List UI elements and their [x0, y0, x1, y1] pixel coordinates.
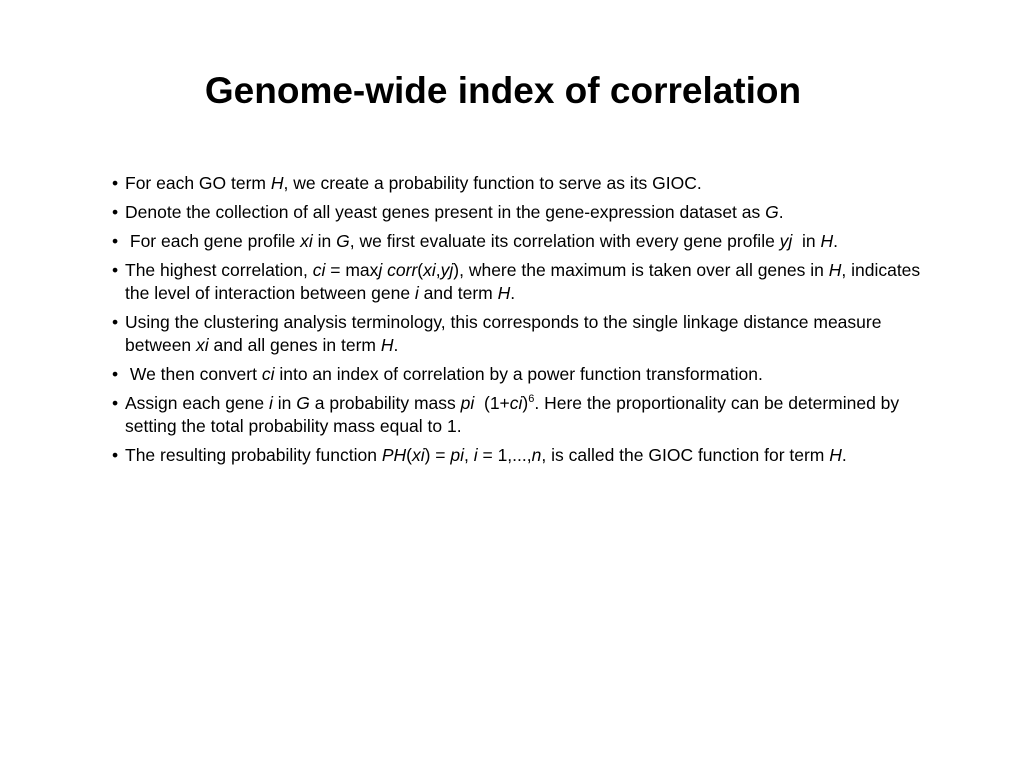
- text-run: , indicates the level of interaction between gene: [125, 260, 926, 303]
- bullet-marker: •: [112, 364, 119, 384]
- text-run: xi: [300, 231, 313, 251]
- text-run: H: [270, 173, 284, 193]
- text-run: Assign each gene: [125, 393, 269, 413]
- text-run: in: [312, 231, 337, 251]
- bullet-item: [0, 311, 1000, 357]
- text-run: xi: [196, 335, 209, 355]
- text-run: i: [414, 283, 419, 303]
- text-run: The highest correlation,: [125, 260, 313, 280]
- bullet-item: [0, 363, 1000, 386]
- bullet-item: [0, 201, 1000, 224]
- bullet-marker: •: [112, 173, 119, 193]
- bullet-text: [125, 231, 838, 251]
- text-run: ,: [464, 445, 474, 465]
- text-run: (: [406, 445, 412, 465]
- text-run: H: [380, 335, 394, 355]
- text-run: We then convert: [125, 364, 262, 384]
- bullet-text: [125, 173, 702, 193]
- text-run: PH: [381, 445, 407, 465]
- bullet-marker: •: [112, 393, 119, 413]
- text-run: H: [828, 260, 842, 280]
- bullet-text: [125, 202, 784, 222]
- text-run: .: [833, 231, 839, 251]
- bullet-item: [0, 259, 1000, 305]
- bullet-text: [125, 445, 847, 465]
- text-run: in: [272, 393, 297, 413]
- text-run: G: [336, 231, 350, 251]
- text-run: .: [778, 202, 784, 222]
- text-run: H: [820, 231, 834, 251]
- bullet-item: [0, 392, 1000, 438]
- bullet-text: [125, 312, 886, 355]
- text-run: .: [841, 445, 847, 465]
- text-run: into an index of correlation by a power function transformation.: [274, 364, 763, 384]
- text-run: . Here the proportionality can be determined by setting the total probability mass equal to 1.: [125, 393, 905, 436]
- slide-title: Genome-wide index of correlation: [204, 70, 802, 111]
- text-run: H: [497, 283, 511, 303]
- text-run: and term: [418, 283, 498, 303]
- text-run: For each GO term: [125, 173, 271, 193]
- bullet-text: [125, 260, 925, 303]
- text-run: and all genes in term: [208, 335, 381, 355]
- text-run: yj: [779, 231, 793, 251]
- bullet-text: [125, 364, 763, 384]
- text-run: (: [417, 260, 424, 280]
- bullet-text: [125, 393, 904, 436]
- text-run: ): [522, 393, 529, 413]
- text-run: The resulting probability function: [125, 445, 382, 465]
- bullet-marker: •: [112, 231, 119, 251]
- text-run: i: [473, 445, 478, 465]
- text-run: .: [510, 283, 516, 303]
- bullet-marker: •: [112, 312, 119, 332]
- text-run: xi: [423, 260, 436, 280]
- text-run: (1+: [474, 393, 510, 413]
- text-run: ci: [261, 364, 275, 384]
- text-run: ci: [312, 260, 326, 280]
- text-run: = max: [325, 260, 379, 280]
- text-run: H: [829, 445, 842, 465]
- text-run: j corr: [378, 260, 418, 280]
- bullet-marker: •: [112, 260, 119, 280]
- text-run: , is called the GIOC function for term: [541, 445, 830, 465]
- text-run: = 1,...,: [477, 445, 532, 465]
- text-run: .: [393, 335, 399, 355]
- text-run: G: [296, 393, 310, 413]
- text-run: ), where the maximum is taken over all genes in: [453, 260, 829, 280]
- text-run: n: [531, 445, 542, 465]
- text-run: For each gene profile: [125, 231, 301, 251]
- text-run: ) =: [424, 445, 451, 465]
- text-run: G: [765, 202, 779, 222]
- text-run: i: [269, 393, 273, 413]
- text-run: Denote the collection of all yeast genes present in the gene-expression dataset as: [125, 202, 766, 222]
- text-run: pi: [460, 393, 475, 413]
- text-run: , we first evaluate its correlation with every gene profile: [349, 231, 780, 251]
- bullet-marker: •: [112, 202, 119, 222]
- bullet-item: [0, 230, 1000, 253]
- bullet-list: [0, 172, 1000, 473]
- text-run: a probability mass: [309, 393, 461, 413]
- text-run: yj: [440, 260, 454, 280]
- bullet-marker: •: [112, 445, 119, 465]
- text-run: xi: [411, 445, 425, 465]
- text-run: in: [792, 231, 821, 251]
- bullet-item: [0, 444, 1000, 467]
- text-run: ,: [435, 260, 441, 280]
- text-run: , we create a probability function to serve as its GIOC.: [283, 173, 702, 193]
- bullet-item: [0, 172, 1000, 195]
- text-run: Using the clustering analysis terminology, this corresponds to the single linkage distance measure between: [125, 312, 887, 355]
- text-run: ci: [509, 393, 523, 413]
- text-run: 6: [528, 393, 535, 406]
- text-run: pi: [450, 445, 464, 465]
